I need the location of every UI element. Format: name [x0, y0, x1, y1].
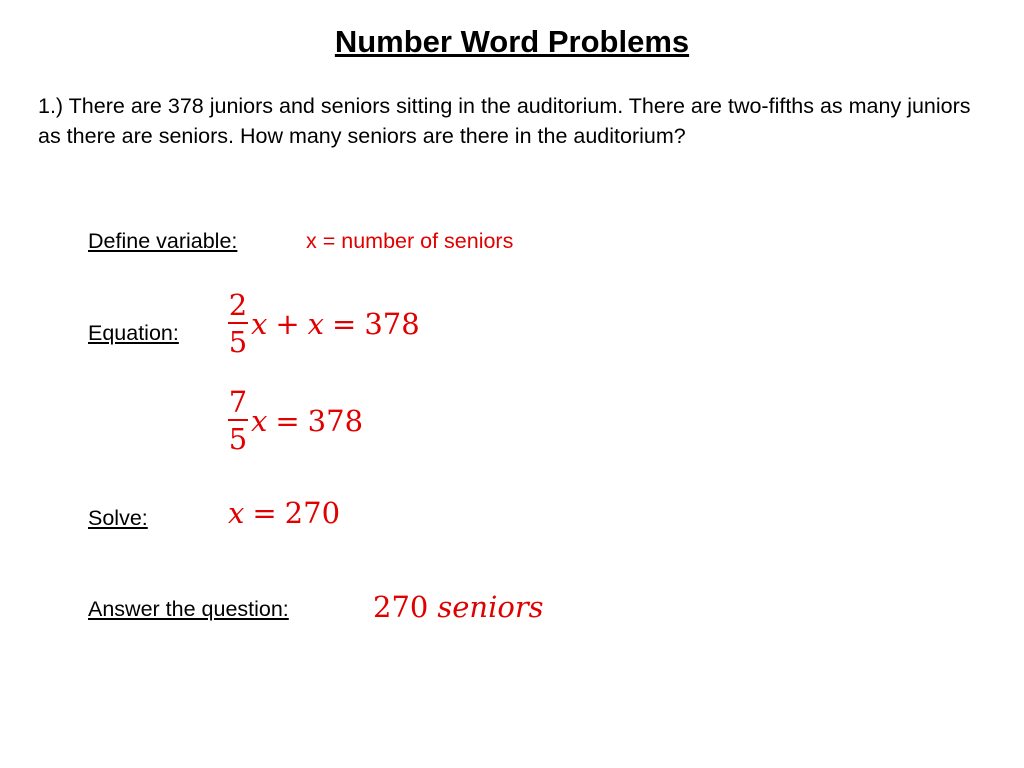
- variable-x: x: [251, 306, 268, 341]
- fraction-seven-fifths: [228, 387, 248, 454]
- problem-text: 1.) There are 378 juniors and seniors sitting in the auditorium. There are two-fifths as many juniors as there are seniors. How many seniors are there in the auditorium?: [38, 94, 971, 148]
- variable-x: x: [228, 496, 245, 530]
- define-variable-value: x = number of seniors: [306, 229, 514, 253]
- equals-sign: =: [252, 496, 277, 530]
- equals-sign: =: [275, 403, 300, 438]
- equals-sign: =: [332, 306, 357, 341]
- variable-x: x: [307, 306, 325, 341]
- solve-result: [228, 496, 340, 530]
- fraction-numerator: 2: [228, 288, 248, 322]
- plus-sign: +: [275, 306, 300, 341]
- fraction-two-fifths: [228, 290, 248, 357]
- equation-rhs: 378: [307, 403, 364, 438]
- fraction-denominator: 5: [228, 325, 248, 359]
- solve-value: 270: [284, 496, 341, 530]
- fraction-numerator: 7: [228, 385, 248, 419]
- fraction-bar: [228, 419, 248, 421]
- page-title: Number Word Problems: [334, 24, 690, 59]
- answer-value: 270: [373, 590, 429, 624]
- variable-x: x: [251, 403, 268, 438]
- answer-unit: seniors: [437, 590, 544, 624]
- equation-line-1: [228, 290, 420, 357]
- answer-label: Answer the question:: [88, 597, 289, 621]
- equation-rhs: 378: [364, 306, 420, 341]
- equation-line-2: [228, 387, 363, 454]
- solve-label: Solve:: [88, 506, 148, 530]
- define-variable-label: Define variable:: [88, 229, 238, 253]
- equation-label: Equation:: [88, 321, 179, 345]
- fraction-denominator: 5: [228, 422, 248, 456]
- answer-result: [373, 590, 544, 624]
- fraction-bar: [228, 322, 248, 324]
